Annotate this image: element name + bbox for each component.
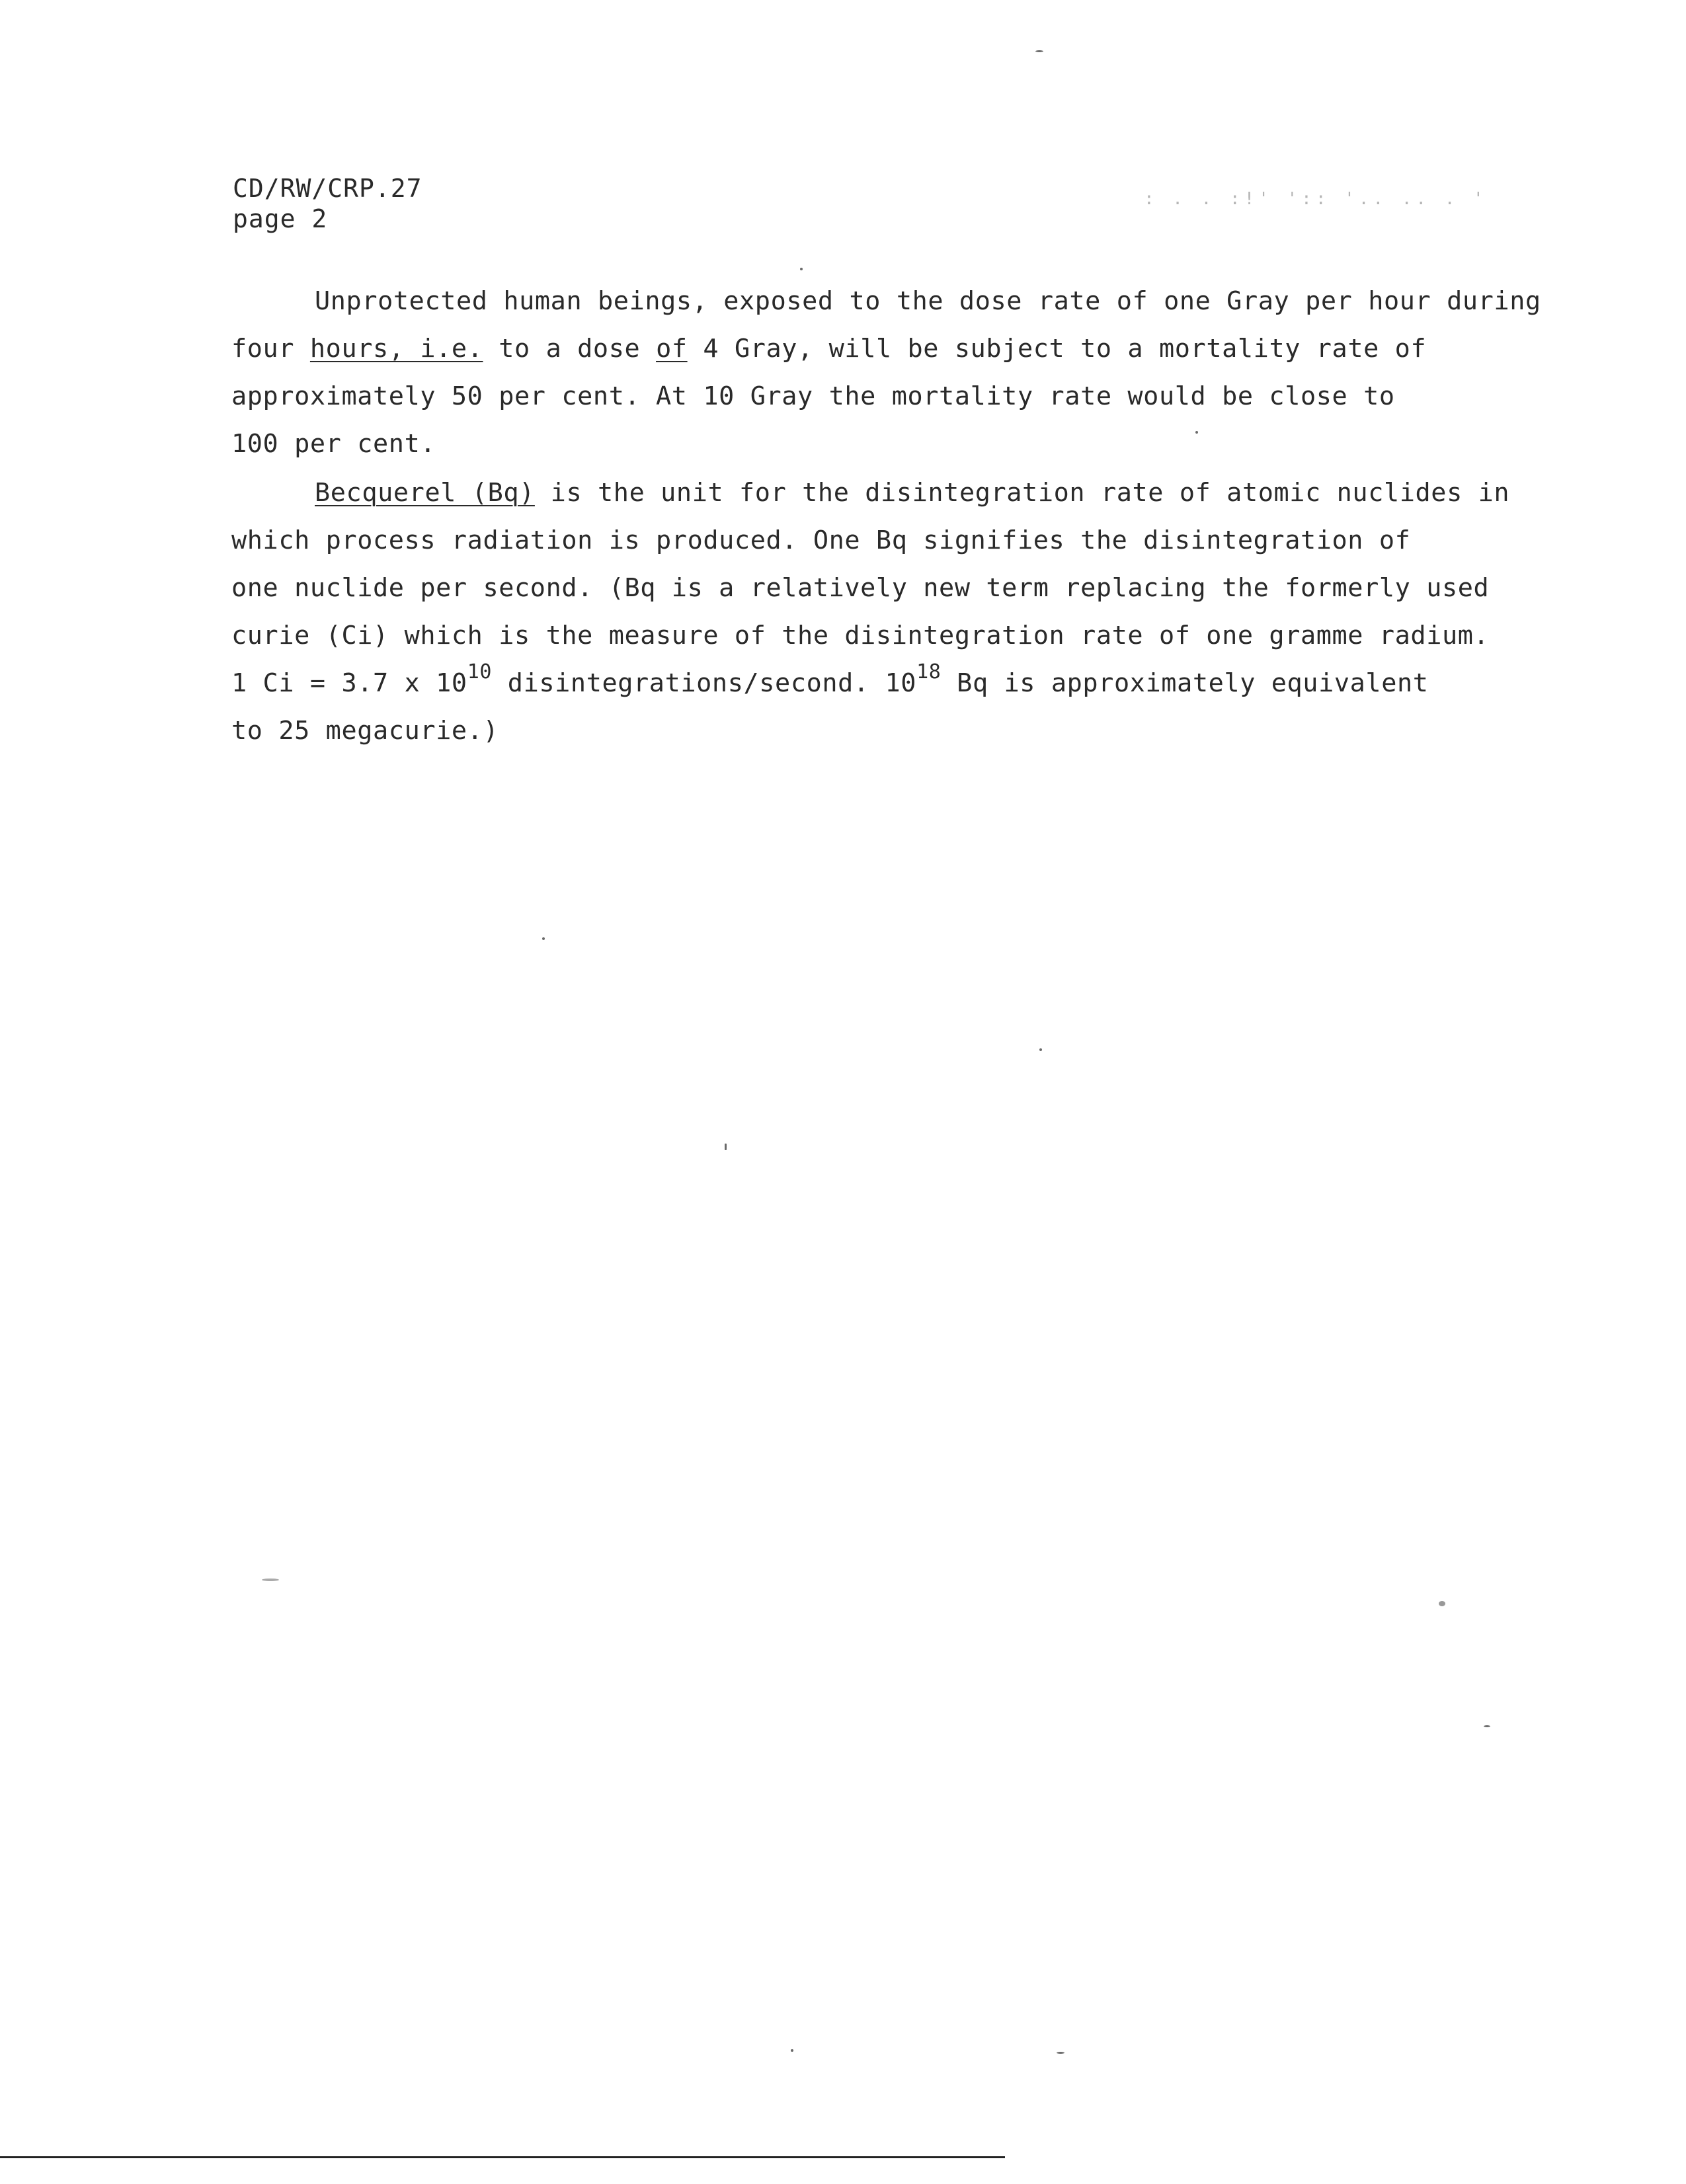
paragraph-line: approximately 50 per cent. At 10 Gray the mortality rate would be close to	[231, 381, 1395, 411]
scan-specks: : . . :!' ':: '.. .. . '	[1144, 189, 1488, 209]
paragraph-line: 100 per cent.	[231, 429, 436, 459]
exponent: 18	[916, 660, 942, 684]
paragraph-line: to 25 megacurie.)	[231, 716, 499, 746]
text-run: four	[231, 334, 310, 364]
underlined-text: hours, i.e.	[309, 334, 483, 364]
scan-dot	[542, 937, 545, 940]
text-run: is the unit for the disintegration rate of atomic nuclides in	[534, 478, 1510, 508]
paragraph-line: Unprotected human beings, exposed to the dose rate of one Gray per hour during	[315, 286, 1541, 316]
exponent: 10	[467, 660, 493, 684]
text-run: Bq is approximately equivalent	[941, 668, 1429, 698]
scan-dot	[1057, 2052, 1064, 2054]
scan-dot	[800, 268, 803, 270]
text-run: 4 Gray, will be subject to a mortality rate of	[687, 334, 1427, 364]
paragraph-line	[231, 469, 1541, 517]
scan-dot	[1484, 1725, 1490, 1727]
scan-dot	[791, 2049, 793, 2052]
underlined-text: of	[656, 334, 688, 364]
paragraph-mortality	[231, 278, 1541, 468]
page-number: page 2	[233, 204, 328, 233]
paragraph-line: one nuclide per second. (Bq is a relatively new term replacing the formerly used	[231, 573, 1490, 603]
document-reference: CD/RW/CRP.27	[233, 174, 422, 203]
scan-dot	[262, 1579, 279, 1581]
paragraph-line: which process radiation is produced. One Bq signifies the disintegration of	[231, 526, 1411, 555]
text-run: to a dose	[483, 334, 657, 364]
document-body	[231, 278, 1541, 756]
text-run: disintegrations/second. 10	[492, 668, 917, 698]
scan-dot	[1039, 1048, 1042, 1051]
document-reference-block	[233, 173, 422, 234]
scan-dot	[725, 1144, 727, 1150]
scan-dot	[1195, 431, 1198, 434]
paragraph-line	[231, 660, 1541, 707]
paragraph-line	[231, 325, 1541, 373]
paragraph-line: curie (Ci) which is the measure of the disintegration rate of one gramme radium.	[231, 621, 1490, 650]
defined-term: Becquerel (Bq)	[315, 478, 535, 508]
paragraph-becquerel	[231, 469, 1541, 755]
bottom-scan-edge	[0, 2156, 1005, 2158]
scan-dot	[1439, 1601, 1445, 1606]
text-run: 1 Ci = 3.7 x 10	[231, 668, 467, 698]
scan-dot	[1035, 50, 1043, 52]
